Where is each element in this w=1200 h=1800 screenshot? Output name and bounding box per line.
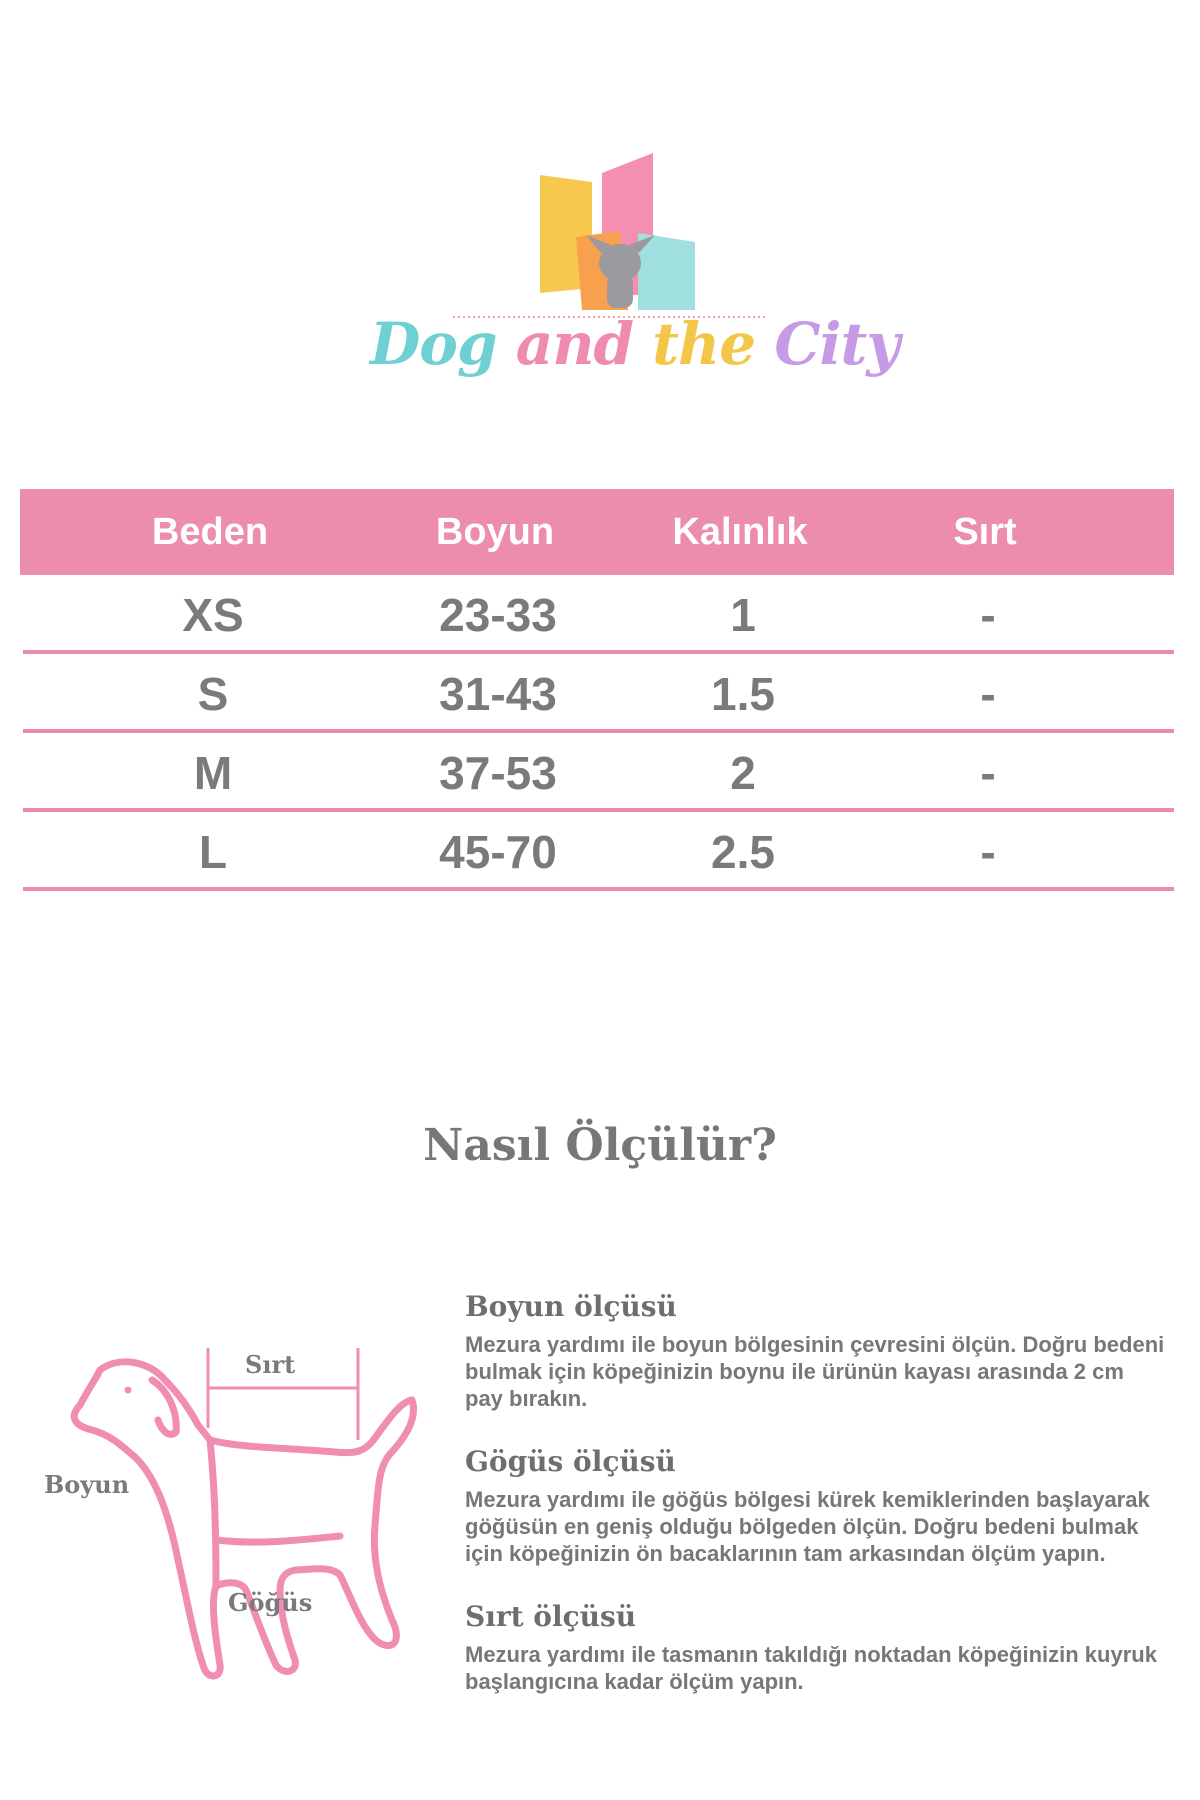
cell-neck: 23-33 — [439, 589, 557, 641]
cell-back: - — [980, 589, 996, 641]
back-measure-section — [465, 1600, 1165, 1695]
cell-neck: 45-70 — [439, 826, 557, 878]
cell-size: M — [193, 747, 233, 799]
table-row — [23, 654, 1174, 733]
table-row — [23, 575, 1174, 654]
header-kalinlik: Kalınlık — [672, 511, 808, 553]
city-skyline-icon — [370, 145, 850, 320]
dog-measurement-diagram — [40, 1340, 440, 1705]
cell-back: - — [980, 668, 996, 720]
section-text: Mezura yardımı ile tasmanın takıldığı noktadan köpeğinizin kuyruk başlangıcına kadar ölçüm yapın. — [465, 1642, 1157, 1694]
brand-word-and: and — [515, 310, 634, 378]
size-table — [20, 489, 1174, 891]
section-title: Boyun ölçüsü — [465, 1290, 677, 1323]
how-to-measure-title: Nasıl Ölçülür? — [423, 1120, 777, 1171]
label-back: Sırt — [245, 1350, 296, 1379]
cell-back: - — [980, 826, 996, 878]
label-chest: Göğüs — [228, 1588, 313, 1617]
table-row — [23, 812, 1174, 891]
section-text: Mezura yardımı ile boyun bölgesinin çevresini ölçün. Doğru bedeni bulmak için köpeğinizin boynu ile ürünün kayası arasında 2 cm pay bırakın. — [465, 1332, 1165, 1411]
cell-thickness: 2 — [730, 747, 756, 799]
section-text: Mezura yardımı ile göğüs bölgesi kürek kemiklerinden başlayarak göğüsün en geniş olduğu bölgeden ölçün. Doğru bedeni bulmak için köpeğinizin ön bacaklarının tam arkasından ölçüm yapın. — [465, 1487, 1150, 1566]
table-header — [20, 489, 1174, 575]
cell-thickness: 2.5 — [711, 826, 775, 878]
header-sirt: Sırt — [953, 511, 1017, 553]
brand-word-dog: Dog — [370, 310, 497, 378]
cell-size: L — [198, 826, 228, 878]
neck-measure-section — [465, 1290, 1165, 1412]
chest-measure-section — [465, 1445, 1165, 1567]
brand-word-the: the — [652, 310, 756, 378]
brand-word-city: City — [774, 310, 900, 378]
dog-outline-icon — [40, 1340, 440, 1700]
header-boyun: Boyun — [435, 511, 555, 553]
section-title: Sırt ölçüsü — [465, 1600, 637, 1633]
cell-thickness: 1.5 — [711, 668, 775, 720]
table-row — [23, 733, 1174, 812]
header-beden: Beden — [151, 511, 269, 553]
label-neck: Boyun — [44, 1470, 130, 1499]
cell-size: S — [197, 668, 229, 720]
section-title: Gögüs ölçüsü — [465, 1445, 676, 1478]
cell-back: - — [980, 747, 996, 799]
cell-size: XS — [182, 589, 244, 641]
brand-logo — [370, 145, 900, 405]
cell-thickness: 1 — [730, 589, 756, 641]
cell-neck: 31-43 — [439, 668, 557, 720]
brand-name — [370, 310, 900, 378]
cell-neck: 37-53 — [439, 747, 557, 799]
